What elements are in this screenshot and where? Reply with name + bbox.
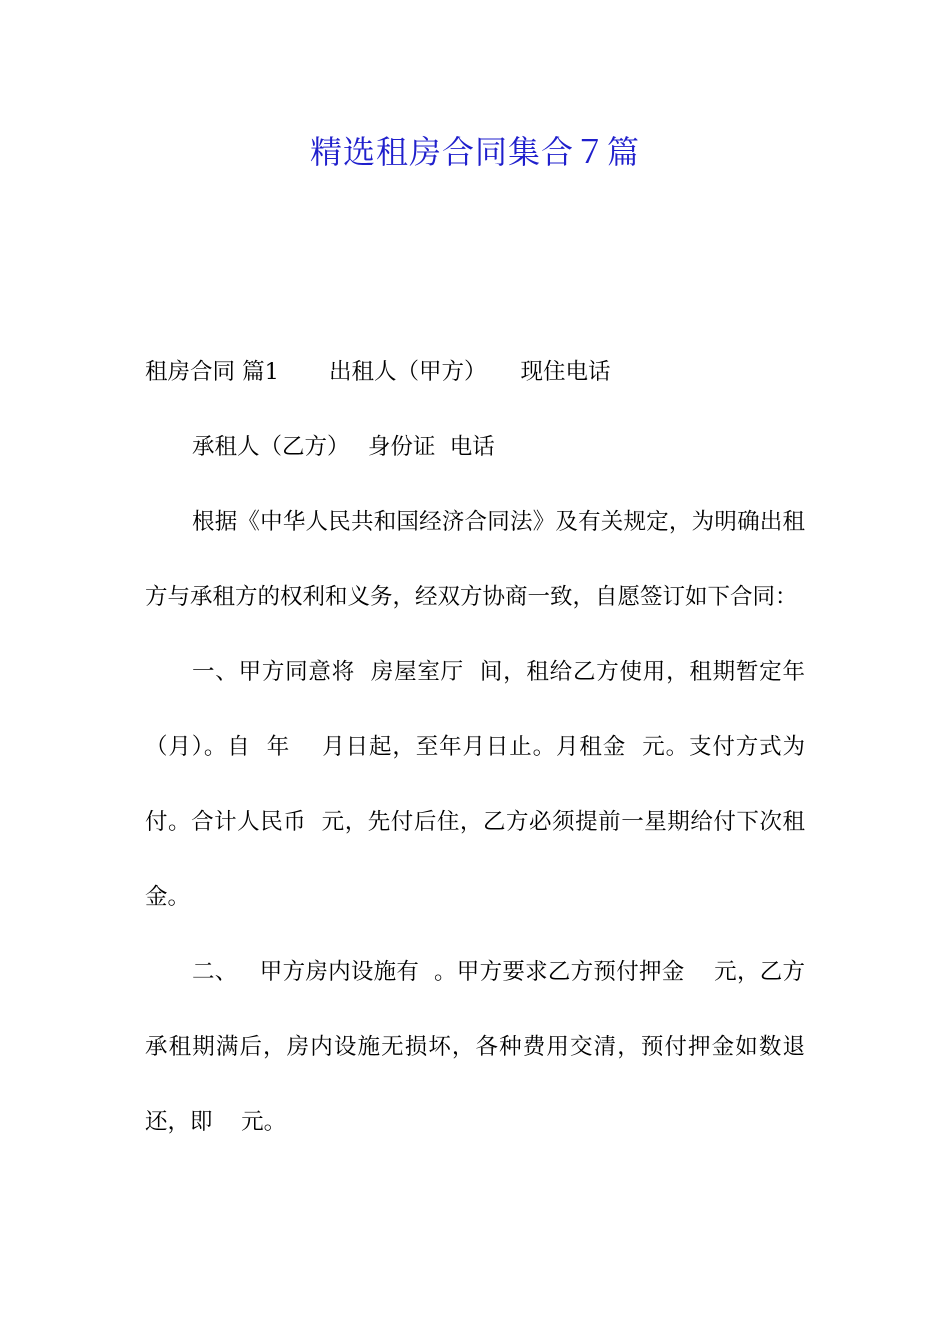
party-b-line: 承租人（乙方） 身份证 电话	[192, 434, 495, 460]
lessor-label: 出租人（甲方）	[328, 359, 487, 385]
paragraph-clause-2: 二、 甲方房内设施有 。甲方要求乙方预付押金 元，乙方承租期满后，房内设施无损坏，各种费用交清，预付押金如数退还，即 元。	[145, 959, 805, 1135]
document-title: 精选租房合同集合７篇	[309, 133, 640, 171]
lessor-phone-label: 现住电话	[520, 359, 611, 385]
party-a-line	[145, 335, 805, 410]
paragraph-intro: 根据《中华人民共和国经济合同法》及有关规定，为明确出租方与承租方的权利和义务，经双方协商一致，自愿签订如下合同：	[145, 509, 805, 610]
paragraph-clause-1: 一、甲方同意将 房屋室厅 间，租给乙方使用，租期暂定年（月）。自 年 月日起，至年月日止。月租金 元。支付方式为 付。合计人民币 元，先付后住，乙方必须提前一星期给付下次租金。	[145, 659, 834, 910]
document-body	[145, 335, 834, 1160]
contract-heading: 租房合同 篇1	[145, 359, 279, 385]
